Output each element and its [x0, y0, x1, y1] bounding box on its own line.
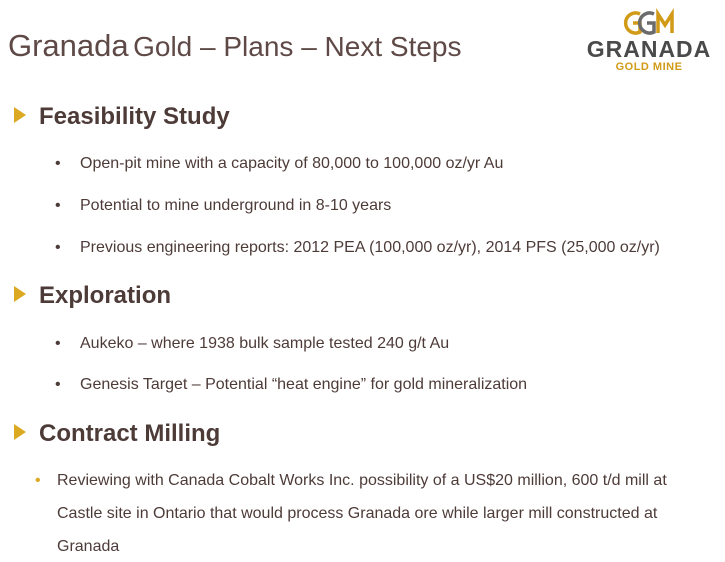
- bullet-icon: •: [55, 335, 61, 352]
- section-feasibility-study: [14, 103, 230, 131]
- list-item-text: Potential to mine underground in 8-10 years: [80, 197, 392, 214]
- bullet-icon: •: [55, 197, 61, 214]
- logo-subtitle: GOLD MINE: [615, 61, 683, 73]
- bullet-icon: •: [55, 239, 61, 256]
- section-arrow-icon: [14, 107, 26, 123]
- list-item: [55, 155, 503, 173]
- section-arrow-icon: [14, 286, 26, 302]
- bullet-icon: •: [55, 155, 61, 172]
- list-item: [35, 472, 667, 490]
- page-title-part1: Granada: [8, 28, 129, 63]
- list-item: [55, 335, 449, 353]
- page-title: [8, 28, 462, 64]
- list-item: [55, 197, 391, 215]
- page-title-part2: Gold – Plans – Next Steps: [133, 31, 462, 62]
- list-item-text-line-1: Reviewing with Canada Cobalt Works Inc. possibility of a US$20 million, 600 t/d mill at: [57, 472, 667, 489]
- section-arrow-icon: [14, 424, 26, 440]
- list-item: [55, 376, 527, 394]
- list-item: [55, 239, 660, 257]
- section-contract-milling: [14, 420, 220, 448]
- granada-logo: [582, 8, 716, 78]
- bullet-icon: •: [55, 376, 61, 393]
- section-heading: Exploration: [39, 282, 172, 309]
- bullet-icon: •: [35, 472, 41, 489]
- logo-name: GRANADA: [586, 36, 712, 62]
- list-item-text: Open-pit mine with a capacity of 80,000 to 100,000 oz/yr Au: [80, 155, 504, 172]
- list-item-continuation: Castle site in Ontario that would process Granada ore while larger mill constructed at: [57, 505, 658, 522]
- list-item-text: Previous engineering reports: 2012 PEA (100,000 oz/yr), 2014 PFS (25,000 oz/yr): [80, 239, 660, 256]
- section-heading: Feasibility Study: [39, 103, 230, 130]
- list-item-text: Aukeko – where 1938 bulk sample tested 240 g/t Au: [80, 335, 450, 352]
- list-item-text: Genesis Target – Potential “heat engine” for gold mineralization: [80, 376, 528, 393]
- section-exploration: [14, 282, 171, 310]
- ggm-logo-mark-icon: [620, 8, 680, 38]
- section-heading: Contract Milling: [39, 420, 221, 447]
- list-item-continuation: Granada: [57, 538, 120, 555]
